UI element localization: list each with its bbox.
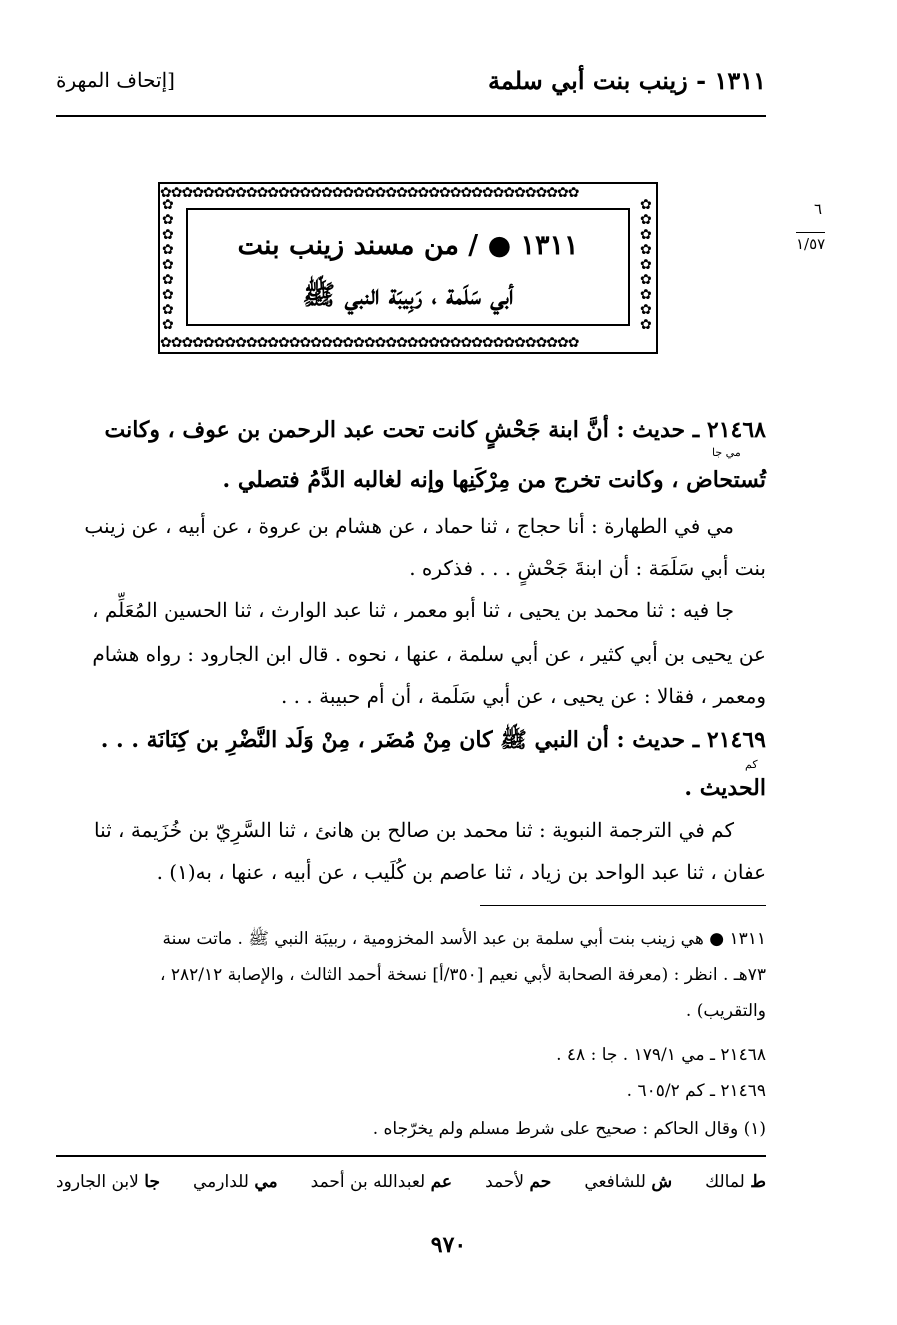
legend-rule xyxy=(56,1155,766,1157)
legend-item: عم لعبدالله بن أحمد xyxy=(310,1172,453,1192)
isnad-kam-line1: كم في الترجمة النبوية : ثنا محمد بن صالح بن هانئ ، ثنا السَّرِيّ بن خُزَيمة ، ثنا xyxy=(93,818,734,842)
section-title-box xyxy=(186,208,630,326)
hadith-21469-line1: ٢١٤٦٩ ـ حديث : أن النبي ﷺ كان مِنْ مُضَر ، مِنْ وَلَد النَّضْرِ بن كِنَانَة . . . xyxy=(100,727,766,753)
legend-item: حم لأحمد xyxy=(485,1172,552,1192)
footnote-21468: ٢١٤٦٨ ـ مي ١٧٩/١ . جا : ٤٨ . xyxy=(556,1045,766,1065)
section-title-line2: أبي سَلَمة ، رَبِيبَة النبي ﷺ xyxy=(302,280,514,311)
legend-item: ش للشافعي xyxy=(584,1172,673,1192)
footnote-1311-line3: والتقريب) . xyxy=(685,1001,766,1021)
ornament-top: ✿✿✿✿✿✿✿✿✿✿✿✿✿✿✿✿✿✿✿✿✿✿✿✿✿✿✿✿✿✿✿✿✿✿✿✿✿✿✿ xyxy=(160,186,579,200)
ornament-bottom: ✿✿✿✿✿✿✿✿✿✿✿✿✿✿✿✿✿✿✿✿✿✿✿✿✿✿✿✿✿✿✿✿✿✿✿✿✿✿✿ xyxy=(160,336,579,350)
isnad-kam-line2: عفان ، ثنا عبد الواحد بن زياد ، ثنا عاصم بن كُلَيب ، عن أبيه ، عنها ، به(١) . xyxy=(156,860,766,884)
chapter-title: ١٣١١ - زينب بنت أبي سلمة xyxy=(487,66,766,95)
page-number: ٩٧٠ xyxy=(430,1232,467,1258)
legend-item: جا لابن الجارود xyxy=(56,1172,160,1192)
margin-note-volume: ٦ xyxy=(814,200,823,218)
hadith-21468-line1: ٢١٤٦٨ ـ حديث : أنَّ ابنة جَحْشٍ كانت تحت عبد الرحمن بن عوف ، وكانت xyxy=(104,417,766,443)
inline-source-mi-ja: مي جا xyxy=(712,446,741,459)
isnad-mi-line1: مي في الطهارة : أنا حجاج ، ثنا حماد ، عن هشام بن عروة ، عن أبيه ، عن زينب xyxy=(84,514,734,538)
footnote-rule xyxy=(480,905,766,906)
ornament-left: ✿ ✿ ✿ ✿ ✿ ✿ ✿ ✿ ✿ xyxy=(162,198,174,333)
isnad-ja-line3: ومعمر ، فقالا : عن يحيى ، عن أبي سَلَمة ، أن أم حبيبة . . . xyxy=(280,684,766,708)
isnad-ja-line1: جا فيه : ثنا محمد بن يحيى ، ثنا أبو معمر ، ثنا عبد الوارث ، ثنا الحسين المُعَلِّم ، xyxy=(92,598,734,622)
legend-item: ط لمالك xyxy=(705,1172,766,1192)
legend-item: مي للدارمي xyxy=(193,1172,278,1192)
footnote-hakim: (١) وقال الحاكم : صحيح على شرط مسلم ولم يخرّجاه . xyxy=(372,1119,766,1139)
footnote-21469: ٢١٤٦٩ ـ كم ٦٠٥/٢ . xyxy=(626,1081,766,1101)
inline-source-kam: كم xyxy=(745,758,758,771)
header-rule xyxy=(56,115,766,117)
book-title: [إتحاف المهرة xyxy=(56,68,175,92)
footnote-1311-line2: ٧٣هـ . انظر : (معرفة الصحابة لأبي نعيم [٣٥٠/أ] نسخة أحمد الثالث ، والإصابة ٢٨٢/١٢ ، xyxy=(160,965,766,985)
footnote-1311-line1: ١٣١١ ● هي زينب بنت أبي سلمة بن عبد الأسد المخزومية ، ربيبَة النبي ﷺ . ماتت سنة xyxy=(162,929,766,949)
hadith-21468-line2: تُستحاض ، وكانت تخرج من مِرْكَنِها وإنه لغالبه الدَّمُ فتصلي . xyxy=(222,467,766,493)
section-title-line1: ١٣١١ ● / من مسند زينب بنت xyxy=(237,230,579,261)
margin-note-folio: ١/٥٧ xyxy=(796,232,825,253)
hadith-21469-line2: الحديث . xyxy=(684,775,766,801)
sources-legend xyxy=(56,1172,766,1192)
isnad-ja-line2: عن يحيى بن أبي كثير ، عن أبي سلمة ، عنها ، نحوه . قال ابن الجارود : رواه هشام xyxy=(92,642,766,666)
running-header xyxy=(56,66,766,106)
isnad-mi-line2: بنت أبي سَلَمَة : أن ابنةَ جَحْشٍ . . . فذكره . xyxy=(409,556,766,580)
ornament-right: ✿ ✿ ✿ ✿ ✿ ✿ ✿ ✿ ✿ xyxy=(640,198,652,333)
